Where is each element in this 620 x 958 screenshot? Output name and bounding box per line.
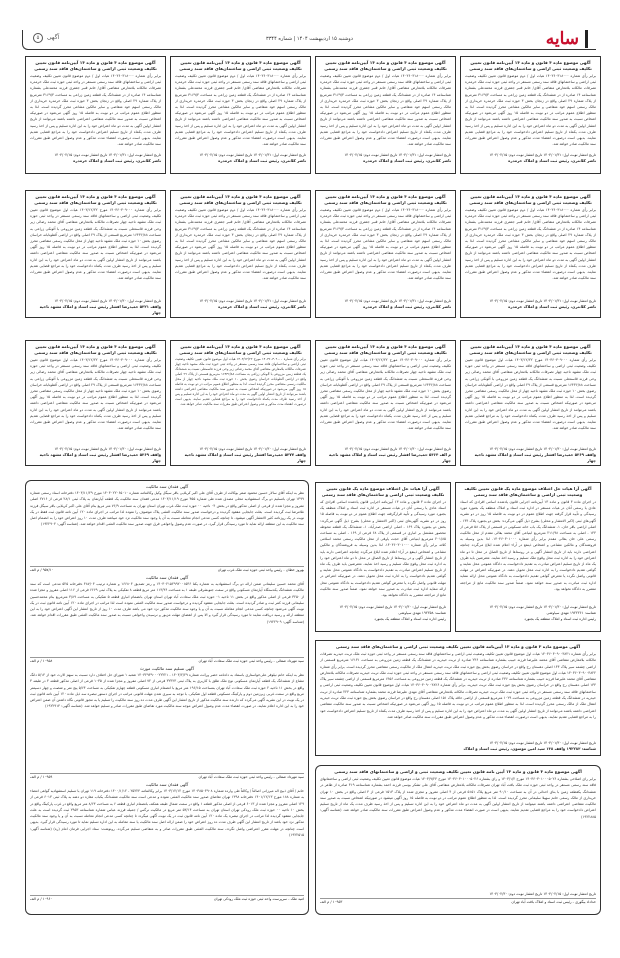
notice-signature: رئیس اداره ثبت اسناد و املاک منطقه یک بجنورد bbox=[524, 617, 596, 621]
hayat-notice-box bbox=[315, 482, 451, 632]
notice-body: برابر رأی شماره ۱۴۰۳۶۰۳۱۸۰۰۰ هیات اول / دوم موضوع قانون تعیین تکلیف وضعیت ثبتی اراضی و ساختمانهای فاقد سند رسمی مستقر در واحد ثبتی حوزه ثبت ملک خرمدره تصرفات مالکانه بلامعارض متقاضی آقای/ خانم قنبر جعفری فرزند محمدعلی بشماره شناسنامه ۱۴ صادره از در ششدانگ یک قطعه زمین زراعی به مساحت ۳۱۶۹/۳ مترمربع از پلاک شماره ۲۹ اصلی واقع در زنجان بخش ۳ حوزه ثبت ملک خرمدره خریداری از مالک رسمی اسهم خود متقاضی و سایر مالکین مشاعی محرز گردیده است. لذا به منظور اطلاع عموم مراتب در دو نوبت به فاصله ۱۵ روز آگهی می‌شود در صورتیکه اشخاص نسبت به صدور سند مالکیت متقاضی اعتراضی داشته باشند می‌توانند از تاریخ انتشار اولین آگهی به مدت دو ماه اعتراض خود را به این اداره تسلیم و پس از اخذ رسید ظرف مدت یکماه از تاریخ تسلیم اعتراض دادخواست خود را به مراجع قضایی تقدیم نمایند. بدیهی است درصورت انقضاء مدت مذکور و عدم وصول اعتراض طبق مقررات سند مالکیت صادر خواهد شد. bbox=[465, 208, 596, 281]
notice-title: آگهی موضوع ماده ۳ قانون و ماده ۱۳ آیین‌نامه قانون تعیین تکلیف وضعیت ثبتی اراضی و ساختمان‌های فاقد سند رسمی bbox=[469, 344, 592, 355]
notice-title: آگهی فقدان سند مالکیت bbox=[145, 575, 189, 580]
notice-body: برابر رأی شماره ۱۴۰۳۶۰۳۱۸۰۰۰ هیات اول / دوم موضوع قانون تعیین تکلیف وضعیت ثبتی اراضی و ساختمانهای فاقد سند رسمی مستقر در واحد ثبتی حوزه ثبت ملک خرمدره تصرفات مالکانه بلامعارض متقاضی آقای/ خانم قنبر جعفری فرزند محمدعلی بشماره شناسنامه ۱۴ صادره از در ششدانگ یک قطعه زمین زراعی به مساحت ۳۱۶۹/۳ مترمربع از پلاک شماره ۲۹ اصلی واقع در زنجان بخش ۳ حوزه ثبت ملک خرمدره خریداری از مالک رسمی اسهم خود متقاضی و سایر مالکین مشاعی محرز گردیده است. لذا به منظور اطلاع عموم مراتب در دو نوبت به فاصله ۱۵ روز آگهی می‌شود در صورتیکه اشخاص نسبت به صدور سند مالکیت متقاضی اعتراضی داشته باشند می‌توانند از تاریخ انتشار اولین آگهی به مدت دو ماه اعتراض خود را به این اداره تسلیم و پس از اخذ رسید ظرف مدت یکماه از تاریخ تسلیم اعتراض دادخواست خود را به مراجع قضایی تقدیم نمایند. بدیهی است درصورت انقضاء مدت مذکور و عدم وصول اعتراض طبق مقررات سند مالکیت صادر خواهد شد. bbox=[320, 208, 451, 281]
notice-signature: واقف ۵۳۶۹ حمیدرضا افشار رئیس ثبت اسناد و املاک مشهد ناحیه چهار bbox=[474, 452, 596, 463]
notice-dates: تاریخ انتشار نوبت اول: ۱۴۰۴/۰۱/۳۰ تاریخ انتشار نوبت دوم: ۱۴۰۴/۰۲/۱۵ bbox=[339, 605, 446, 609]
notice-box bbox=[25, 190, 166, 318]
notice-ref-number: ۱۰۹۶۰ / م الف bbox=[30, 897, 53, 901]
notice-title: آگهی آرا هیات حل اختلاف موضوع ماده یک قانون تعیین تکلیف وضعیت ثبتی اراضی و ساختمان‌های فاقد سند رسمی bbox=[464, 486, 592, 497]
notice-signature: واقف ۵۳۲۱ حمیدرضا افشار رئیس ثبت اسناد و املاک مشهد ناحیه چهار bbox=[39, 304, 161, 315]
notice-body: برابر رأی شماره ۱۴۰۳۶۰۳۱۸۰۰۰ هیات اول / دوم موضوع قانون تعیین تکلیف وضعیت ثبتی اراضی و ساختمانهای فاقد سند رسمی مستقر در واحد ثبتی حوزه ثبت ملک خرمدره تصرفات مالکانه بلامعارض متقاضی آقای/ خانم قنبر جعفری فرزند محمدعلی بشماره شناسنامه ۱۴ صادره از در ششدانگ یک قطعه زمین زراعی به مساحت ۳۱۶۹/۳ مترمربع از پلاک شماره ۲۹ اصلی واقع در زنجان بخش ۳ حوزه ثبت ملک خرمدره خریداری از مالک رسمی اسهم خود متقاضی و سایر مالکین مشاعی محرز گردیده است. لذا به منظور اطلاع عموم مراتب در دو نوبت به فاصله ۱۵ روز آگهی می‌شود در صورتیکه اشخاص نسبت به صدور سند مالکیت متقاضی اعتراضی داشته باشند می‌توانند از تاریخ انتشار اولین آگهی به مدت دو ماه اعتراض خود را به این اداره تسلیم و پس از اخذ رسید ظرف مدت یکماه از تاریخ تسلیم اعتراض دادخواست خود را به مراجع قضایی تقدیم نمایند. بدیهی است درصورت انقضاء مدت مذکور و عدم وصول اعتراض طبق مقررات سند مالکیت صادر خواهد شد. bbox=[175, 74, 306, 147]
notice-title: آگهی فقدان سند مالکیت bbox=[145, 484, 189, 489]
notice-id: شناسه: ۱۹۲۲۵۸ مهدی سیاوشی bbox=[398, 611, 446, 615]
notice-body: برابر رأی شماره ۱۴۰۳۶۰۳۱۸۰۰۰ هیات اول / دوم موضوع قانون تعیین تکلیف وضعیت ثبتی اراضی و ساختمانهای فاقد سند رسمی مستقر در واحد ثبتی حوزه ثبت ملک خرمدره تصرفات مالکانه بلامعارض متقاضی آقای/ خانم قنبر جعفری فرزند محمدعلی بشماره شناسنامه ۱۴ صادره از در ششدانگ یک قطعه زمین زراعی به مساحت ۳۱۶۹/۳ مترمربع از پلاک شماره ۲۹ اصلی واقع در زنجان بخش ۳ حوزه ثبت ملک خرمدره خریداری از مالک رسمی اسهم خود متقاضی و سایر مالکین مشاعی محرز گردیده است. لذا به منظور اطلاع عموم مراتب در دو نوبت به فاصله ۱۵ روز آگهی می‌شود در صورتیکه اشخاص نسبت به صدور سند مالکیت متقاضی اعتراضی داشته باشند می‌توانند از تاریخ انتشار اولین آگهی به مدت دو ماه اعتراض خود را به این اداره تسلیم و پس از اخذ رسید ظرف مدت یکماه از تاریخ تسلیم اعتراض دادخواست خود را به مراجع قضایی تقدیم نمایند. بدیهی است درصورت انقضاء مدت مذکور و عدم وصول اعتراض طبق مقررات سند مالکیت صادر خواهد شد. bbox=[320, 74, 451, 147]
notice-signature: ناصر کلانتری، رئیس ثبت اسناد و املاک خرمدره bbox=[508, 158, 596, 163]
hayat-notice-box bbox=[455, 482, 601, 632]
notice-title: آگهی موضوع ماده ۳ قانون و ماده ۱۳ آیین‌نامه قانون تعیین تکلیف وضعیت ثبتی اراضی و ساختمان‌های فاقد سند رسمی bbox=[34, 60, 157, 71]
notice-footer bbox=[320, 898, 596, 905]
lost-deeds-box bbox=[25, 480, 309, 915]
notice-body: برابر رأی شماره ۱۴۰۳۶۰۳۱۸۰۰۰ هیات اول / دوم موضوع قانون تعیین تکلیف وضعیت ثبتی اراضی و ساختمانهای فاقد سند رسمی مستقر در واحد ثبتی حوزه ثبت ملک خرمدره تصرفات مالکانه بلامعارض متقاضی آقای/ خانم قنبر جعفری فرزند محمدعلی بشماره شناسنامه ۱۴ صادره از در ششدانگ یک قطعه زمین زراعی به مساحت ۳۱۶۹/۳ مترمربع از پلاک شماره ۲۹ اصلی واقع در زنجان بخش ۳ حوزه ثبت ملک خرمدره خریداری از مالک رسمی اسهم خود متقاضی و سایر مالکین مشاعی محرز گردیده است. لذا به منظور اطلاع عموم مراتب در دو نوبت به فاصله ۱۵ روز آگهی می‌شود در صورتیکه اشخاص نسبت به صدور سند مالکیت متقاضی اعتراضی داشته باشند می‌توانند از تاریخ انتشار اولین آگهی به مدت دو ماه اعتراض خود را به این اداره تسلیم و پس از اخذ رسید ظرف مدت یکماه از تاریخ تسلیم اعتراض دادخواست خود را به مراجع قضایی تقدیم نمایند. بدیهی است درصورت انقضاء مدت مذکور و عدم وصول اعتراض طبق مقررات سند مالکیت صادر خواهد شد. bbox=[30, 74, 161, 147]
notice-body: خانم / آقای ذبیح اله میرزانی اصالتاً / وکالتاً طی وارده شماره ۱۴۰۳۸۵۰۳۹۰۸ مورخ ۱۴۰۳/۱۲/۱۲ برابر وکالتنامه ۲۵۲۲۴ - ۱۴۰۰/۱/۱۲ دفترخانه ۱۱۹ تهران با تسلیم استشهادیه گواهی امضاء به شماره ۱۸۸ مورخ ۱۴۰۱/۱۲/۱۳ دفترخانه ۱۳۹۸ تهران تقاضای صدور سند مالکیت المثنی نموده و مدعی است سند مالکیت ششدانگ یکباب مغازه دو دهنه به پلاک ثبتی ۶۰۱۳ فرعی از ۱۲۹ اصلی مفروز و مجزا شده از ۶۰۱۳ فرعی از اصلی مذکور قطعه ۱ واقع در سمت شمال طبقه همکف بانضمام انباری قطعه ۶ به مساحت ۸/۶۳ متر مربع واقع در غرب پارکینگ واقع در بخش ۱۰ ناحیه ۰۰ حوزه ثبت ملک رودکی تهران استان تهران به مساحت ۵۳/۱۴ متر مربع در مالکیت نرگس / جمیله فرزند عباس شماره شناسنامه ۲۹۵۳ ثبت گردیده است به علت جابجایی مفقود گردیده لذا مراتب در اجرای تبصره یک ماده ۱۲۰ آیین نامه قانون ثبت در یک نوبت آگهی میگردد تا چنانچه کسی مدعی انجام معامله نسبت به آن و یا وجود سند مالکیت مذکور نزد خود باشد از تاریخ انتشار این آگهی ظرف مدت ده روز اعتراض خود را ضمن ارائه اصل سند مالکیت یا سند معامله به این اداره تسلیم نماید تا مورد رسیدگی قرار گیرد. بدیهی است چنانچه در مهلت مقرر اعتراضی واصل نگردد، سند مالکیت المثنی طبق مقررات صادر و به متقاضی تسلیم می‌گردد. رونوشت: ستاد اجرایی فرمان امام (ره) (شناسه آگهی: ۱۹۲۲۵۱۵) bbox=[30, 789, 304, 838]
notice-signature: ناصر کلانتری، رئیس ثبت اسناد و املاک خرمدره bbox=[363, 158, 451, 163]
notice-signature: ناصر کلانتری، رئیس ثبت اسناد و املاک خرمدره bbox=[508, 304, 596, 309]
notice-signature: ناصر کلانتری، رئیس ثبت اسناد و املاک خرمدره bbox=[218, 304, 306, 309]
notice-dates: تاریخ انتشار نوبت اول: ۱۴۰۴/۰۲/۱۵ تاریخ انتشار نوبت دوم: ۱۴۰۴/۰۲/۳۰ bbox=[489, 892, 596, 896]
notice-dates: تاریخ انتشار نوبت اول: ۱۴۰۴/۰۱/۳۱ تاریخ انتشار نوبت دوم: ۱۴۰۴/۰۲/۱۵ bbox=[344, 299, 451, 303]
notice-signature: م الف ۵۳۶۴ حمیدرضا افشار رئیس ثبت اسناد و املاک مشهد ناحیه چهار bbox=[328, 452, 451, 463]
notice-footer bbox=[30, 773, 304, 780]
section-label bbox=[33, 33, 59, 43]
notice-ref-number: ۱۰۹۵۳ / م الف bbox=[320, 900, 343, 904]
notice-body: برابر رأی شماره ۱۴۰۳۶۰۳۰۹۰۰۰ مورخ ۱۴۰۳/۱۲/۲۲ هیات اول موضوع قانون تعیین تکلیف وضعیت ثبتی اراضی و ساختمانهای فاقد سند رسمی مستقر در واحد ثبتی حوزه ثبت ملک مشهد ناحیه چهار تصرفات مالکانه بلامعارض متقاضی آقای محمد رضائی زیر وحی فرزند قاسمعلی نسبت به ششدانگ یک قطعه زمین مزروعی با آلونکی زراعی به مساحت ۱۶۴۳۶/۸۸ مترمربع قسمتی از پلاک ۲۹ اصلی واقع در اراضی آلطونابانه خراسان رضوی بخش ۱۰ حوزه ثبت ملک مشهد ناحیه چهار از محل مالکیت رسمی متقاضی محرز گردیده است. لذا به منظور اطلاع عموم مراتب در دو نوبت به فاصله ۱۵ روز آگهی می‌شود در صورتیکه اشخاص نسبت به صدور سند مالکیت متقاضی اعتراضی داشته باشند می‌توانند از تاریخ انتشار اولین آگهی به مدت دو ماه اعتراض خود را به این اداره تسلیم و پس از اخذ رسید ظرف مدت یکماه دادخواست خود را به مراجع قضایی تقدیم نمایند. بدیهی است درصورت انقضاء مدت مذکور و عدم وصول اعتراض طبق مقررات سند مالکیت صادر خواهد شد. bbox=[175, 357, 306, 406]
notice-box bbox=[25, 56, 166, 174]
notice-box bbox=[25, 340, 166, 466]
notice-footer bbox=[30, 895, 304, 902]
notice-title: آگهی موضوع ماده ۳ قانون و ماده ۱۳ آیین‌نامه قانون تعیین تکلیف وضعیت ثبتی اراضی و ساختمان‌های فاقد سند رسمی bbox=[179, 60, 302, 71]
notice-ref-number: ۱۰۹۵۸ / م الف bbox=[30, 659, 53, 663]
notice-body: نظر به اینکه خانم نیلوفر علی‌خواستاری باستناد به دادنامه حصر وراثت شماره ۱۴۰۳/۲/۲۹ - ۱۴۰۳۲۹۳۹۰۰۰۲۲۲۲۱ شعبه ۱ شورای حل اختلاف دارد نسبت به سهم الارث خود از ۵/۱۴ دانگ مشاع از ششدانگ یک قطعه آپارتمان مسکونی نوع ملک طلق با کاربری به پلاک ثبتی ۳۲۴۲۳ فرعی از ۷۲ اصلی مفروز و مجزا شده از ۱۰۳۵ فرعی از اصلی مذکور قطعه ۴ در طبقه ۳ واقع در بخش ۱۱ ناحیه ۲ حوزه ثبت ملک سعادت آباد تهران بمساحت ۱۹۶/۱۵ متر مربع با انضمام انباری مسکونی قطعه چهارم تفکیکی به مساحت ۵/۶۴ پنج متر و شصت و چهار دسیمتر مربع واقع در سمت غربی زیرزمین دوم و پارکینگ مسکونی قطعه اول تفکیکی. با توجه به سیری شدن مهلت قانونی مراتب در اجرای دستور تبصره سه ذیل ماده ۱۲۰ آیین نامه قانون ثبت در یک نوبت در این نشریه آگهی می‌گردد که دارنده سند مالکیت مذکور از تاریخ انتشار این آگهی ظرف مدت ده روز سند مالکیت را تسلیم یا به مجوز قانونی نگاه داشتن آن ضمن اعتراض خود را به این اداره اعلام نمایند. در صورت انقضاء مدت عدم وصول اعتراض موجه سند مالکیت مورد تقاضای طبق مقررات صادر و تسلیم خواهد شد. (شناسه آگهی: ۱۹۲۲۹۱۴) bbox=[30, 673, 304, 709]
notice-dates: تاریخ انتشار نوبت اول: ۱۴۰۴/۰۱/۳۰ تاریخ انتشار نوبت دوم: ۱۴۰۴/۰۲/۱۵ bbox=[199, 447, 306, 451]
wide-notice-box bbox=[315, 765, 601, 915]
notice-box bbox=[315, 190, 456, 318]
newspaper-logo: سایه bbox=[546, 30, 588, 48]
notice-box bbox=[460, 190, 601, 318]
notice-signature: واقف ۵۳۷۷ حمیدرضا افشار رئیس ثبت اسناد و املاک مشهد ناحیه چهار bbox=[184, 452, 306, 463]
notice-body: در اجرای ماده ۳ قانون و ماده ۱۳ آیین‌نامه اجرایی قانون یادشده اسامی افرادی که اسناد عادی یا رسمی آنان در هیات مستقر در اداره ثبت اسناد و املاک منطقه یک بجنورد مورد رسیدگی و تأیید قرار گرفته جهت اطلاع عموم در دو نوبت به فاصله ۱۵ روز در دو نشریه آگهی‌های ثبتی (اکبر الانتشار و محلی) بشرح ذیل آگهی می‌گردد: بخش دو بجنورد پلاک ۱۴۴ - اصلی اراضی باقر خان. ۱- ششدانگ یک باب خانه مسکونی در قسمتی از پلاک ۵۸ فرعی از ۱۴۴ - اصلی به مساحت ۲۱۱/۹۸ مترمربع ابتیاعی آقای محمد بقالی مقدم از محل مالکیت رسمی علی خان بقالی مقدم برابر رأی شماره ۱۴۰۴۶۰۳۰۱۰۰۰. لذا بدین وسیله به فروشندگان و مالکین مشاعی و اشخاص ذینفع در آراء اعلام شده ابلاغ می‌گردد چنانچه اعتراضی دارند باید از تاریخ انتشار آگهی و در روستاها از تاریخ الصاق در محل تا دو ماه اعتراض خود را به اداره ثبت محل وقوع ملک تسلیم و رسید اخذ نمایند. معترضین باید ظرف یک ماه از تاریخ تسلیم اعتراض مبادرت به تقدیم دادخواست به دادگاه عمومی محل نمایند و گواهی تقدیم دادخواست را به اداره ثبت محل تحویل دهند. در صورتیکه اعتراض در مهلت قانونی واصل نگردد یا معترض گواهی تقدیم دادخواست به دادگاه عمومی محل ارائه ننماید اداره ثبت مبادرت به صدور سند خواهد نمود. ضمناً صدور سند مالکیت مانع از مراجعه متضرر به دادگاه نخواهد بود. bbox=[460, 500, 596, 591]
notice-dates: تاریخ انتشار نوبت اول: ۱۴۰۴/۰۱/۳۰ تاریخ انتشار نوبت دوم: ۱۴۰۴/۰۲/۱۵ bbox=[489, 447, 596, 451]
notice-signature: واقف ۵۳۶۹ حمیدرضا افشار رئیس ثبت اسناد و املاک مشهد ناحیه چهار bbox=[39, 452, 161, 463]
notice-dates: تاریخ انتشار نوبت اول: ۱۴۰۴/۰۱/۳۰ تاریخ انتشار نوبت دوم: ۱۴۰۴/۰۲/۱۵ bbox=[489, 741, 596, 745]
notice-title: آگهی موضوع ماده ۳ قانون و ماده ۱۳ آیین‌نامه قانون تعیین تکلیف وضعیت ثبتی اراضی و ساختمان‌های فاقد سند رسمی bbox=[469, 60, 592, 71]
notice-body: برابر رأی شماره ۱۴۰۳۶۰۳۰۹۰۰۳۸۲۱ هیات اول موضوع قانون تعیین تکلیف وضعیت ثبتی اراضی و ساختمانهای فاقد سند رسمی مستقر در واحد ثبتی حوزه ثبت ملک تربت حیدریه تصرفات مالکانه بلامعارض متقاضی آقای محمد علیرضا فرزند حبیب بشماره شناسنامه ۲۳۶ صادره از تربت حیدریه در ششدانگ یک قطعه زمین مزروعی به مساحت ۱۶۱۳۱ مترمربع قسمتی از اراضی چشمه سیر پلاک ۱۳۴ اصلی دهستان رخ واقع در خراسان رضوی بخش پنج حوزه ثبت ملک تربت حیدریه انتقال ملک از مالکیت رسمی متقاضی محرز گردیده است. برابر رأی شماره ۱۴۰۳۶۰۳۰۹۰۰۳۸۲۲ هیات اول موضوع قانون تعیین تکلیف وضعیت ثبتی اراضی و ساختمانهای فاقد سند رسمی مستقر در واحد ثبتی حوزه ثبت ملک تربت حیدریه تصرفات مالکانه بلامعارض متقاضی آقای محمد علیرضا فرزند حبیب بشماره شناسنامه ۲۳۶ صادره از تربت حیدریه در ششدانگ یک قطعه زمین مزروعی به مساحت ۱۴۵۶ مترمربع قسمتی از اراضی چشمه سیر پلاک ۱۳۴ اصلی دهستان رخ واقع در خراسان رضوی بخش پنج حوزه ثبت ملک تربت حیدریه. برابر رأی شماره ۱۴۰۳۶۰۳۰۹۰۰۳۸۲۶ هیات اول موضوع قانون تعیین تکلیف وضعیت ثبتی اراضی و ساختمانهای فاقد سند رسمی مستقر در واحد ثبتی حوزه ثبت ملک تربت حیدریه تصرفات مالکانه بلامعارض متقاضی آقای مهدی علیرضا فرزند محمد بشماره شناسنامه ۲۲۴ صادره از تربت حیدریه در ششدانگ یک قطعه زمین مزروعی به مساحت ۱۰۲۹ مترمربع قسمتی از اراضی حاقه پلاک ۱۵۱ اصلی دهستان رخ واقع در خراسان رضوی بخش پنج حوزه ثبت ملک تربت حیدریه انتقال ملک از مالک رسمی محرز گردیده است. لذا به منظور اطلاع عموم مراتب در دو نوبت به فاصله ۱۵ روز آگهی می‌شود در صورتیکه اشخاص نسبت به صدور سند مالکیت متقاضی اعتراضی داشته باشند می‌توانند از تاریخ انتشار اولین آگهی به مدت دو ماه اعتراض خود را به این اداره تسلیم و پس از اخذ رسید ظرف مدت یکماه از تاریخ تسلیم اعتراض دادخواست خود را به مراجع قضایی تقدیم نمایند. بدیهی است درصورت انقضاء مدت مذکور و عدم وصول اعتراض طبق مقررات سند مالکیت صادر خواهد شد. bbox=[320, 652, 596, 719]
notice-title: آگهی آرا هیات حل اختلاف موضوع ماده یک قانون تعیین تکلیف وضعیت ثبتی اراضی و ساختمان‌های فاقد سند رسمی bbox=[321, 486, 445, 497]
notice-signature: ناصر کلانتری، رئیس ثبت اسناد و املاک خرمدره bbox=[218, 158, 306, 163]
notice-title: آگهی تسلیم سند مالکیت مورث bbox=[139, 666, 195, 671]
notice-dates: تاریخ انتشار نوبت اول: ۱۴۰۴/۰۱/۳۰ تاریخ انتشار نوبت دوم: ۱۴۰۴/۰۲/۱۵ bbox=[344, 447, 451, 451]
notice-title: آگهی موضوع ماده ۳ قانون و ماده ۱۳ آیین‌نامه قانون تعیین تکلیف وضعیت ثبتی اراضی و ساختمان‌های فاقد سند رسمی bbox=[34, 344, 157, 355]
notice-title: آگهی موضوع ماده ۳ قانون و ماده ۱۳ آیین‌نامه قانون تعیین تکلیف وضعیت ثبتی اراضی و ساختمان‌های فاقد سند رسمی bbox=[324, 194, 447, 205]
notice-dates: تاریخ انتشار نوبت اول: ۱۴۰۴/۰۱/۳۱ تاریخ انتشار نوبت دوم: ۱۴۰۴/۰۲/۱۵ bbox=[199, 153, 306, 157]
notice-box bbox=[170, 340, 311, 466]
notice-signature: ناصر کلانتری، رئیس ثبت اسناد و املاک خرمدره bbox=[73, 158, 161, 163]
notice-signature: سید مهرداد صفائی - رئیس واحد ثبتی حوزه ثبت ملک سعادت آباد تهران bbox=[198, 659, 304, 663]
notice-dates: تاریخ انتشار نوبت اول: ۱۴۰۴/۰۱/۳۰ تاریخ انتشار نوبت دوم: ۱۴۰۴/۰۲/۱۵ bbox=[489, 605, 596, 609]
notice-footer bbox=[30, 657, 304, 664]
notice-dates: تاریخ انتشار نوبت اول: ۱۴۰۴/۰۱/۳۱ تاریخ انتشار نوبت دوم: ۱۴۰۴/۰۲/۱۵ bbox=[489, 153, 596, 157]
notice-title: آگهی موضوع ماده ۳ قانون و ماده ۱۳ آیین‌نامه قانون تعیین تکلیف وضعیت ثبتی اراضی و ساختمان‌های فاقد سند رسمی bbox=[324, 344, 447, 355]
page-number-badge: ۵ bbox=[33, 33, 43, 43]
notice-dates: تاریخ انتشار نوبت اول: ۱۴۰۴/۰۱/۳۱ تاریخ انتشار نوبت دوم: ۱۴۰۴/۰۲/۱۵ bbox=[54, 153, 161, 157]
notice-body: برابر رأی شماره ۱۴۰۳۶۰۳۰۹۰۰۰ مورخ ۱۴۰۳/۱۲/۲۲ هیات اول موضوع قانون تعیین تکلیف وضعیت ثبتی اراضی و ساختمانهای فاقد سند رسمی مستقر در واحد ثبتی حوزه ثبت ملک مشهد ناحیه چهار تصرفات مالکانه بلامعارض متقاضی آقای محمد رضائی زیر وحی فرزند قاسمعلی نسبت به ششدانگ یک قطعه زمین مزروعی با آلونکی زراعی به مساحت ۱۶۴۳۶/۸۸ مترمربع قسمتی از پلاک ۲۹ اصلی واقع در اراضی آلطونابانه خراسان رضوی بخش ۱۰ حوزه ثبت ملک مشهد ناحیه چهار از محل مالکیت رسمی متقاضی محرز گردیده است. لذا به منظور اطلاع عموم مراتب در دو نوبت به فاصله ۱۵ روز آگهی می‌شود در صورتیکه اشخاص نسبت به صدور سند مالکیت متقاضی اعتراضی داشته باشند می‌توانند از تاریخ انتشار اولین آگهی به مدت دو ماه اعتراض خود را به این اداره تسلیم و پس از اخذ رسید ظرف مدت یکماه دادخواست خود را به مراجع قضایی تقدیم نمایند. بدیهی است درصورت انقضاء مدت مذکور و عدم وصول اعتراض طبق مقررات سند مالکیت صادر خواهد شد. bbox=[465, 358, 596, 431]
notice-dates: تاریخ انتشار نوبت اول: ۱۴۰۴/۰۱/۳۱ تاریخ انتشار نوبت دوم: ۱۴۰۴/۰۲/۱۵ bbox=[344, 153, 451, 157]
notice-box bbox=[460, 340, 601, 466]
notice-dates: تاریخ انتشار نوبت اول: ۱۴۰۴/۰۱/۳۱ تاریخ انتشار نوبت دوم: ۱۴۰۴/۰۲/۱۵ bbox=[199, 299, 306, 303]
notice-signature: بهروز خطان - رئیس واحد ثبتی حوزه ثبت ملک غرب تهران bbox=[217, 568, 304, 572]
notice-box bbox=[170, 190, 311, 318]
notice-body: برابر رای اصلاحی بشماره ۱۴۰۳۶۰۳۰۱۰۰۰۵۰۲۶ مورخ ۱۴۰۳/۱/۲ و رای بشماره ۱۴۰۳۶۰۳۰۱۰۰۰۵۰۲۶ مورخ ۱۴۰۳/۹/۲۴ هیات موضوع قانون تعیین تکلیف وضعیت ثبتی اراضی و ساختمانهای فاقد سند رسمی مستقر در واحد ثبتی حوزه ثبت ملک بافت آباد تهران تصرفات مالکانه بلامعارض متقاضی آقای علی تشکر بوسی فرزند احمد بشماره شناسنامه ۳۱۹ صادره از طاهر در ششدانگ یکقطعه زمین با بنای احداثی در آن به مساحت ۹۰/۱۰ متر مربع پلاک ۵۱۵۱ فرعی از ۴ اصلی مفروز و مجزی شده از پلاک ۱۵۱۳ فرعی از ۴ اصلی واقع در بخش ۱۰ تهران خریداری از مالک رسمی خانم سهیلا سلیمانی محرز گردیده است. لذا به منظور اطلاع عموم مراتب در دو نوبت به فاصله ۱۵ روز آگهی میشود در صورتیکه اشخاص نسبت به صدور سند مالکیت متقاضی اعتراضی داشته باشند میتوانند از تاریخ انتشار اولین آگهی به مدت دو ماه اعتراض خود را به این اداره تسلیم و پس از اخذ رسید ظرف مدت یک ماه از تاریخ تسلیم اعتراض دادخواست خود را به مراجع قضایی تقدیم نمایند. بدیهی است در صورت انقضاء مدت مذکور و عدم وصول اعتراض طبق مقررات سند مالکیت صادر خواهد شد. (شناسه آگهی: ۱۹۲۲۸۸۵) bbox=[320, 777, 596, 819]
notice-signature: امید ملک - سرپرست واحد ثبتی حوزه ثبت ملک رودکی تهران bbox=[213, 897, 304, 901]
notice-dates: تاریخ انتشار نوبت اول: ۱۴۰۴/۰۱/۳۰ تاریخ انتشار نوبت دوم: ۱۴۰۴/۰۲/۱۵ bbox=[54, 447, 161, 451]
notice-box bbox=[315, 56, 456, 174]
notice-title: آگهی موضوع ماده ۳ قانون و ماده ۱۳ آیین‌نامه قانون تعیین تکلیف وضعیت ثبتی اراضی و ساختمان‌های فاقد سند رسمی bbox=[335, 644, 581, 649]
notice-body: برابر رأی شماره ۱۴۰۳۶۰۳۰۹۰۰۰ مورخ ۱۴۰۳/۱۲/۲۲ هیات اول موضوع قانون تعیین تکلیف وضعیت ثبتی اراضی و ساختمانهای فاقد سند رسمی مستقر در واحد ثبتی حوزه ثبت ملک مشهد ناحیه چهار تصرفات مالکانه بلامعارض متقاضی آقای محمد رضائی زیر وحی فرزند قاسمعلی نسبت به ششدانگ یک قطعه زمین مزروعی با آلونکی زراعی به مساحت ۱۶۴۳۶/۸۸ مترمربع قسمتی از پلاک ۲۹ اصلی واقع در اراضی آلطونابانه خراسان رضوی بخش ۱۰ حوزه ثبت ملک مشهد ناحیه چهار از محل مالکیت رسمی متقاضی محرز گردیده است. لذا به منظور اطلاع عموم مراتب در دو نوبت به فاصله ۱۵ روز آگهی می‌شود در صورتیکه اشخاص نسبت به صدور سند مالکیت متقاضی اعتراضی داشته باشند می‌توانند از تاریخ انتشار اولین آگهی به مدت دو ماه اعتراض خود را به این اداره تسلیم و پس از اخذ رسید ظرف مدت یکماه دادخواست خود را به مراجع قضایی تقدیم نمایند. بدیهی است درصورت انقضاء مدت مذکور و عدم وصول اعتراض طبق مقررات سند مالکیت صادر خواهد شد. bbox=[30, 208, 161, 281]
notice-box bbox=[170, 56, 311, 174]
notice-signature: رئیس اداره ثبت اسناد و املاک منطقه یک بجنورد bbox=[374, 617, 446, 621]
notice-signature: سید مهرداد صفائی - رئیس واحد ثبتی حوزه ثبت ملک سعادت آباد تهران bbox=[198, 775, 304, 779]
notice-ref-number: ۱۰۹۵۹ / م الف bbox=[30, 775, 53, 779]
notice-box bbox=[315, 340, 456, 466]
notice-title: آگهی فقدان سند مالکیت bbox=[145, 782, 189, 787]
notice-body: آقای محمد حسین سلیمانی ضمن ارائه دو برگ استشهادیه به شماره یکتا ۱۴۰۳۰۲۱۵۲۹۹۲۰۰۱۵۳۶ و رمز تصدیق ۱۶۶۸۰۴ و شماره ترتیب ۴۸۷/۰۴ دفترخانه ۵۲۵ مدعی است که سند مالکیت ششدانگ یکدستگاه آپارتمان مسکونی واقع در سمت جنوبشرقی طبقه ۱ به مساحت ۱۱۳/۳۶ متر مربع قطعه ۸ تفکیکی به پلاک ثبتی ۶۶۶۹ فرعی از ۱۱۶ اصلی مفروز و مجزا شده از ۳۲۵۰ فرعی از اصلی مذکور واقع در بخش ۱۱ ناحیه ۰۱ حوزه ثبت ملک سعادت آباد تهران استان تهران بانضمام انباری قطعه ۵ تفکیکی به مساحت ۳/۸۹ مترمربع بنام محمدحسین سلیمانی فرزند کمر ثبت و صادر گردیده است. بعلت جابجایی مفقود گردیده و درخواست صدور سند مالکیت المثنی نموده است لذا مراتب در اجرای ماده ۱۲۰ آیین نامه قانون ثبت در یک نوبت آگهی می‌شود چنانچه کسی مدعی انجام معامله نسبت به آن و یا وجود سند مالکیت مذکور نزد خود می باشد ظرف مدت ۱۰ روز از تاریخ انتشار این آگهی اعتراض خود را به این منطقه ارائه و رسید دریافت نمایند تا مورد رسیدگی قرار گیرد و الا پس از انقضای مهلت مزبور و نرسیدن واخواهی نسبت به صدور سند مالکیت المثنی طبق مقررات اقدام خواهد شد. (شناسه آگهی: ۱۹۲۲۹۰۹) bbox=[30, 582, 304, 624]
notice-dates: تاریخ انتشار نوبت اول: ۱۴۰۴/۰۱/۳۰ تاریخ انتشار نوبت دوم: ۱۴۰۴/۰۲/۱۵ bbox=[54, 299, 161, 303]
notice-title: آگهی موضوع ماده ۳ قانون و ماده ۱۳ آیین نامه قانون تعیین تکلیف وضعیت ثبتی و اراضی و ساختمانهای فاقد سند رسمی bbox=[334, 769, 582, 774]
notice-box bbox=[460, 56, 601, 174]
notice-title: آگهی موضوع ماده ۳ قانون و ماده ۱۳ آیین‌نامه قانون تعیین تکلیف وضعیت ثبتی اراضی و ساختمان‌های فاقد سند رسمی bbox=[469, 194, 592, 205]
notice-body: برابر رأی شماره ۱۴۰۳۶۰۳۰۹۰۰۰ مورخ ۱۴۰۳/۱۲/۲۲ هیات اول موضوع قانون تعیین تکلیف وضعیت ثبتی اراضی و ساختمانهای فاقد سند رسمی مستقر در واحد ثبتی حوزه ثبت ملک مشهد ناحیه چهار تصرفات مالکانه بلامعارض متقاضی آقای محمد رضائی زیر وحی فرزند قاسمعلی نسبت به ششدانگ یک قطعه زمین مزروعی با آلونکی زراعی به مساحت ۱۶۴۳۶/۸۸ مترمربع قسمتی از پلاک ۲۹ اصلی واقع در اراضی آلطونابانه خراسان رضوی بخش ۱۰ حوزه ثبت ملک مشهد ناحیه چهار از محل مالکیت رسمی متقاضی محرز گردیده است. لذا به منظور اطلاع عموم مراتب در دو نوبت به فاصله ۱۵ روز آگهی می‌شود در صورتیکه اشخاص نسبت به صدور سند مالکیت متقاضی اعتراضی داشته باشند می‌توانند از تاریخ انتشار اولین آگهی به مدت دو ماه اعتراض خود را به این اداره تسلیم و پس از اخذ رسید ظرف مدت یکماه دادخواست خود را به مراجع قضایی تقدیم نمایند. بدیهی است درصورت انقضاء مدت مذکور و عدم وصول اعتراض طبق مقررات سند مالکیت صادر خواهد شد. bbox=[320, 358, 451, 431]
notice-signature: شناسه: ۱۹۲۲۸۳ واقف ۱۴۸ سید امین موسوی، رئیس ثبت اسناد و املاک bbox=[463, 746, 596, 751]
notice-title: آگهی موضوع ماده ۳ قانون و ماده ۱۳ آیین‌نامه قانون تعیین تکلیف وضعیت ثبتی اراضی و ساختمان‌های فاقد سند رسمی bbox=[34, 194, 157, 205]
notice-signature: خداداد بیگوری - رئیس ثبت اسناد و املاک بافت آباد تهران bbox=[511, 900, 596, 904]
notice-footer bbox=[30, 566, 304, 573]
notice-ref-number: ۹۵۷/۱۰ / م الف bbox=[30, 568, 54, 572]
page-header bbox=[22, 30, 596, 50]
notice-body: نظر به اینکه آقای سالار حسین محمود صفر بوکالت از طرف آقای علی اکبر کربلایی باقر سیگل وکیل وکالتنامه شماره ۱۴۰۳۰۲۲۰۶۵۰۱۰ مورخ ۱۴۰۳/۱۱/۲۹ دفترخانه اسناد رسمی شماره ۱۳۹۹ تهران باتسلیم دو برگ استشهادیه محلی مصدق شده طی شماره ۴۵۵ مورخ ۱۴۰۳/۱۱/۱۹ مدعی فقدان سند مالکیت یک قطعه آپارتمان به پلاک ثبتی ۲۸/۱ فرعی از ۲۷۱۶ اصلی مفروز و مجزا شده از فرعی از اصلی مذکور واقع در بخش ۰۴ ناحیه ۰۰ حوزه ثبت ملک غرب تهران استان تهران به مساحت ۷۶/۹ متر مربع بنام آقای علی اکبر کربلایی باقر سیگل فرزند غلامرضا ثبت گردیده است. بعلت جابجایی مفقود گردیده و درخواست صدور سند مالکیت المثنی پلاک موصوف را نموده لذا مراتب در اجرای ماده ۱۲۰ آیین نامه قانون ثبت فقط در یک نوبت در یک روزنامه کثیر الانتشار آگهی میشود. تا چنانچه کسی مدعی انجام معامله نسبت به آن یا وجود سند مالکیت نزد خود میباشد ظرف مدت ۱۰ روز اعتراض خود را به انضمام اصل سند مالکیت به این منطقه ارائه نماید تا مورد رسیدگی قرار گیرد. در صورت عدم وصول واخواهی فرق جهت صدور سند مالکیت المثنی اقدام خواهد شد. (شناسه آگهی: ۱۹۲۲۹۰۴) bbox=[30, 491, 304, 527]
issue-line: دوشنبه ۱۵ اردیبهشت ۱۴۰۴ | شماره ۳۳۴۴ bbox=[266, 36, 353, 42]
notice-title: آگهی موضوع ماده ۳ قانون و ماده ۱۳ آیین‌نامه قانون تعیین تکلیف وضعیت ثبتی اراضی و ساختمان‌های فاقد سند رسمی bbox=[324, 60, 447, 71]
notice-id: شناسه: ۱۹۲۲۲۶۱ مهدی سیاوشی bbox=[546, 611, 596, 615]
notice-dates: تاریخ انتشار نوبت اول: ۱۴۰۴/۰۱/۳۱ تاریخ انتشار نوبت دوم: ۱۴۰۴/۰۲/۱۵ bbox=[489, 299, 596, 303]
notice-body: برابر رأی شماره ۱۴۰۳۶۰۳۱۸۰۰۰ هیات اول / دوم موضوع قانون تعیین تکلیف وضعیت ثبتی اراضی و ساختمانهای فاقد سند رسمی مستقر در واحد ثبتی حوزه ثبت ملک خرمدره تصرفات مالکانه بلامعارض متقاضی آقای/ خانم قنبر جعفری فرزند محمدعلی بشماره شناسنامه ۱۴ صادره از در ششدانگ یک قطعه زمین زراعی به مساحت ۳۱۶۹/۳ مترمربع از پلاک شماره ۲۹ اصلی واقع در زنجان بخش ۳ حوزه ثبت ملک خرمدره خریداری از مالک رسمی اسهم خود متقاضی و سایر مالکین مشاعی محرز گردیده است. لذا به منظور اطلاع عموم مراتب در دو نوبت به فاصله ۱۵ روز آگهی می‌شود در صورتیکه اشخاص نسبت به صدور سند مالکیت متقاضی اعتراضی داشته باشند می‌توانند از تاریخ انتشار اولین آگهی به مدت دو ماه اعتراض خود را به این اداره تسلیم و پس از اخذ رسید ظرف مدت یکماه از تاریخ تسلیم اعتراض دادخواست خود را به مراجع قضایی تقدیم نمایند. بدیهی است درصورت انقضاء مدت مذکور و عدم وصول اعتراض طبق مقررات سند مالکیت صادر خواهد شد. bbox=[175, 208, 306, 281]
notice-title: آگهی موضوع ماده ۳ قانون و ماده ۱۳ آیین‌نامه قانون تعیین تکلیف وضعیت ثبتی اراضی و ساختمان‌های فاقد سند رسمی bbox=[179, 344, 302, 355]
section-name: آگهی bbox=[46, 34, 60, 41]
notice-body: برابر رأی شماره ۱۴۰۳۶۰۳۰۹۰۰۰ مورخ ۱۴۰۳/۱۲/۲۲ هیات اول موضوع قانون تعیین تکلیف وضعیت ثبتی اراضی و ساختمانهای فاقد سند رسمی مستقر در واحد ثبتی حوزه ثبت ملک مشهد ناحیه چهار تصرفات مالکانه بلامعارض متقاضی آقای محمد رضائی زیر وحی فرزند قاسمعلی نسبت به ششدانگ یک قطعه زمین مزروعی با آلونکی زراعی به مساحت ۱۶۴۳۶/۸۸ مترمربع قسمتی از پلاک ۲۹ اصلی واقع در اراضی آلطونابانه خراسان رضوی بخش ۱۰ حوزه ثبت ملک مشهد ناحیه چهار از محل مالکیت رسمی متقاضی محرز گردیده است. لذا به منظور اطلاع عموم مراتب در دو نوبت به فاصله ۱۵ روز آگهی می‌شود در صورتیکه اشخاص نسبت به صدور سند مالکیت متقاضی اعتراضی داشته باشند می‌توانند از تاریخ انتشار اولین آگهی به مدت دو ماه اعتراض خود را به این اداره تسلیم و پس از اخذ رسید ظرف مدت یکماه دادخواست خود را به مراجع قضایی تقدیم نمایند. بدیهی است درصورت انقضاء مدت مذکور و عدم وصول اعتراض طبق مقررات سند مالکیت صادر خواهد شد. bbox=[30, 358, 161, 431]
wide-notice-box bbox=[315, 640, 601, 756]
notice-body: در اجرای ماده ۳ قانون و ماده ۱۳ آیین‌نامه اجرایی قانون یادشده اسامی افرادی که اسناد عادی یا رسمی آنان در هیات مستقر در اداره ثبت اسناد و املاک منطقه یک بجنورد مورد رسیدگی و تأیید قرارگرفته جهت اطلاع عموم در دو نوبت به فاصله ۱۵ روز در دو نشریه آگهی‌های ثبتی (اکبر الانتشار و محلی) بشرح ذیل آگهی می‌گردد: بخش دو بجنورد پلاک ۱۶۹ - اصلی اراضی صدرآباد. ۱- ششدانگ یک قطعه محوطه محصور مشتمل بر انباری در قسمتی از پلاک ۶۸ فرعی از ۱۶۹ - اصلی به مساحت ۲۰۱/۸۵ مترمربع ابتیاعی آقای حجت یاوفی از محل مالکیت رسمی محمد اسلامی کلاته برابر رأی شماره ۱۴۰۳۶۰۳۰۱۰۰۰. لذا بدین وسیله به فروشندگان و مالکین مشاعی و اشخاص ذینفع در آراء اعلام شده ابلاغ می‌گردد چنانچه اعتراضی دارند باید از تاریخ انتشار آگهی و در روستاها از تاریخ الصاق در محل تا دو ماه اعتراض خود را به اداره ثبت محل وقوع ملک تسلیم و رسید اخذ نمایند. معترضین باید ظرف یک ماه از تاریخ تسلیم اعتراض مبادرت به تقدیم دادخواست به دادگاه عمومی محل نمایند و گواهی تقدیم دادخواست را به اداره ثبت محل تحویل دهند. در صورتیکه اعتراض در مهلت قانونی واصل نگردد یا معترض گواهی تقدیم دادخواست به دادگاه عمومی محل ارائه ننماید اداره ثبت مبادرت به صدور سند خواهد نمود. ضمناً صدور سند مالکیت مانع از مراجعه متضرر به دادگاه نخواهد بود. bbox=[320, 500, 446, 598]
notice-body: برابر رأی شماره ۱۴۰۳۶۰۳۱۸۰۰۰ هیات اول / دوم موضوع قانون تعیین تکلیف وضعیت ثبتی اراضی و ساختمانهای فاقد سند رسمی مستقر در واحد ثبتی حوزه ثبت ملک خرمدره تصرفات مالکانه بلامعارض متقاضی آقای/ خانم قنبر جعفری فرزند محمدعلی بشماره شناسنامه ۱۴ صادره از در ششدانگ یک قطعه زمین زراعی به مساحت ۳۱۶۹/۳ مترمربع از پلاک شماره ۲۹ اصلی واقع در زنجان بخش ۳ حوزه ثبت ملک خرمدره خریداری از مالک رسمی اسهم خود متقاضی و سایر مالکین مشاعی محرز گردیده است. لذا به منظور اطلاع عموم مراتب در دو نوبت به فاصله ۱۵ روز آگهی می‌شود در صورتیکه اشخاص نسبت به صدور سند مالکیت متقاضی اعتراضی داشته باشند می‌توانند از تاریخ انتشار اولین آگهی به مدت دو ماه اعتراض خود را به این اداره تسلیم و پس از اخذ رسید ظرف مدت یکماه از تاریخ تسلیم اعتراض دادخواست خود را به مراجع قضایی تقدیم نمایند. بدیهی است درصورت انقضاء مدت مذکور و عدم وصول اعتراض طبق مقررات سند مالکیت صادر خواهد شد. bbox=[465, 74, 596, 147]
notice-title: آگهی موضوع ماده ۳ قانون و ماده ۱۳ آیین‌نامه قانون تعیین تکلیف وضعیت ثبتی اراضی و ساختمان‌های فاقد سند رسمی bbox=[179, 194, 302, 205]
notice-signature: ناصر کلانتری، رئیس ثبت اسناد و املاک خرمدره bbox=[363, 304, 451, 309]
